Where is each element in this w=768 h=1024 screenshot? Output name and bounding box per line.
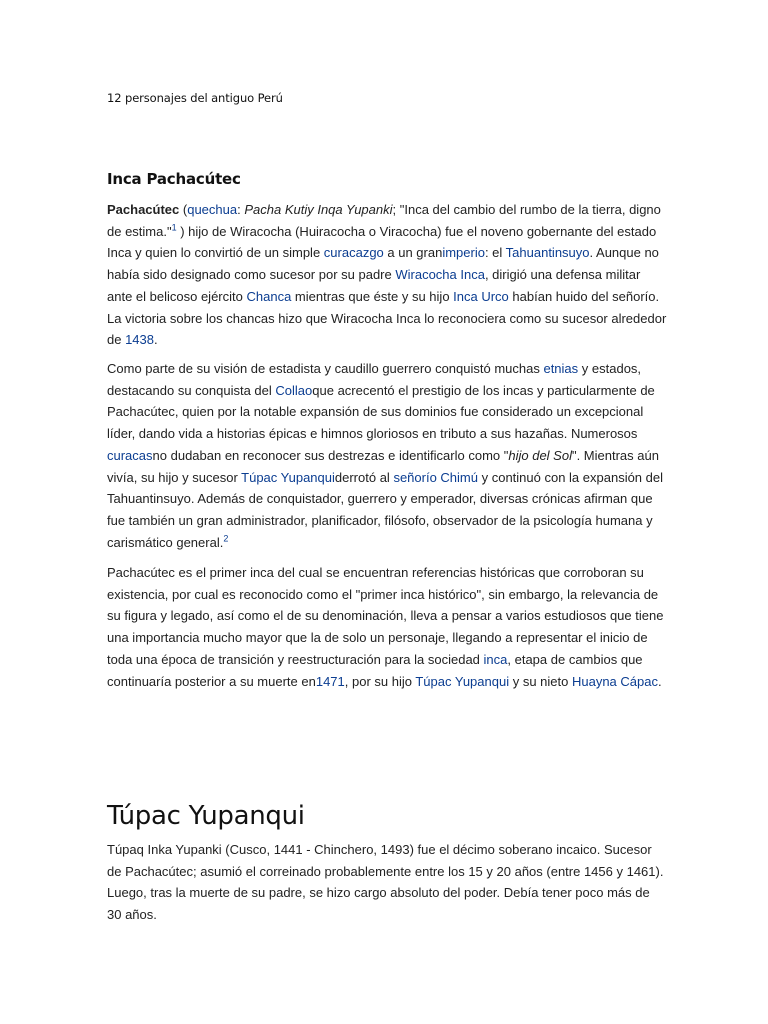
text-run: . Aunque no había sido designado como sucesor por su padre <box>107 245 659 283</box>
link-wiracocha-inca[interactable]: Wiracocha Inca <box>395 267 485 283</box>
link-quechua[interactable]: quechua <box>187 202 238 217</box>
document-title: 12 personajes del antiguo Perú <box>107 91 283 105</box>
text-run: , dirigió una defensa militar ante el belicoso ejército <box>107 267 641 304</box>
footnote-link-1[interactable]: 1 <box>171 222 177 233</box>
link-senorio-chimu[interactable]: señorío Chimú <box>393 469 478 485</box>
link-curacazgo[interactable]: curacazgo <box>323 245 384 261</box>
link-etnias[interactable]: etnias <box>543 361 579 376</box>
text-run: derrotó al <box>334 469 394 485</box>
text-run: a un gran <box>383 245 443 261</box>
text-run: : <box>237 202 245 217</box>
text-run: . <box>154 332 158 348</box>
paragraph-text: Túpaq Inka Yupanki (Cusco, 1441 - Chinchero, 1493) fue el décimo soberano incaico. Sucesor de Pachacútec; asumió el correinado probablemente entre los 15 y 20 años (entre 1456 y 1461). Luego, tras la muerte de su padre, se hizo cargo absoluto del poder. Debía tener poco más de 30 años. <box>107 842 664 923</box>
text-run: y estados, destacando su conquista del <box>107 361 642 398</box>
section-heading-tupac-yupanqui: Túpac Yupanqui <box>107 801 305 832</box>
text-run: que acrecentó el prestigio de los incas y particularmente de Pachacútec, quien por la notable expansión de sus dominios fue considerado un excepcional líder, dando vida a historias épicas e himnos gloriosos en tributo a sus hazañas. Numerosos <box>107 382 655 442</box>
text-run: ". Mientras aún vivía, su hijo y sucesor <box>107 447 659 485</box>
bold-name: Pachacútec <box>107 202 180 217</box>
footnote-link-2[interactable]: 2 <box>223 533 229 544</box>
text-run: ; "Inca del cambio del rumbo de la tierra, digno de estima." <box>107 202 661 239</box>
section-heading-pachacutec: Inca Pachacútec <box>107 170 241 189</box>
text-run: Pachacútec es el primer inca del cual se encuentran referencias históricas que corroboran su existencia, por cual es reconocido como el "primer inca histórico", sin embargo, la relevancia de su figura y legado, así como el de su denominación, lleva a pensar a varios estudiosos que tiene una importancia mucho mayor que la de solo un personaje, llegando a representar el inicio de toda una época de transición y reestructuración para la sociedad <box>107 565 664 667</box>
text-run: , etapa de cambios que continuaría posterior a su muerte en <box>107 651 643 689</box>
text-run: no dudaban en reconocer sus destrezas e identificarlo como " <box>152 447 509 463</box>
text-run: habían huido del señorío. La victoria sobre los chancas hizo que Wiracocha Inca lo reconociera como su sucesor alrededor de <box>107 288 667 348</box>
link-huayna-capac[interactable]: Huayna Cápac <box>571 673 658 689</box>
link-1438[interactable]: 1438 <box>125 332 154 348</box>
text-run: y su nieto <box>509 673 572 689</box>
text-run: mientras que éste y su hijo <box>291 288 454 304</box>
paragraph-tupac-intro <box>107 839 667 932</box>
italic-hijo-del-sol: hijo del Sol <box>508 447 572 463</box>
paragraph-pachacutec-intro <box>107 199 667 357</box>
italic-name: Pacha Kutiy Inqa Yupanki <box>244 202 393 217</box>
text-run: ( <box>179 202 188 217</box>
text-run: ) hijo de Wiracocha (Huiracocha o Viracocha) fue el noveno gobernante del estado Inca y quien lo convirtió de un simple <box>107 223 657 261</box>
text-run: . <box>657 673 662 689</box>
link-tupac-yupanqui[interactable]: Túpac Yupanqui <box>241 469 335 485</box>
link-1471[interactable]: 1471 <box>315 673 345 689</box>
paragraph-pachacutec-conquests <box>107 358 667 559</box>
link-inca-urco[interactable]: Inca Urco <box>453 288 509 304</box>
text-run: , por su hijo <box>344 673 416 689</box>
link-tahuantinsuyo[interactable]: Tahuantinsuyo <box>505 245 590 261</box>
link-collao[interactable]: Collao <box>275 382 313 398</box>
text-run: y continuó con la expansión del Tahuantinsuyo. Además de conquistador, guerrero y emperador, diversas crónicas afirman que fue también un gran administrador, planificador, filósofo, observador de la psicología humana y carismático general. <box>107 469 663 550</box>
link-curacas[interactable]: curacas <box>107 447 153 463</box>
link-inca[interactable]: inca <box>483 651 508 667</box>
paragraph-pachacutec-legacy <box>107 562 667 698</box>
link-imperio[interactable]: imperio <box>442 245 485 261</box>
link-tupac-yupanqui-2[interactable]: Túpac Yupanqui <box>415 673 510 689</box>
text-run: : el <box>484 245 506 261</box>
link-chanca[interactable]: Chanca <box>246 288 292 304</box>
text-run: Como parte de su visión de estadista y caudillo guerrero conquistó muchas <box>107 361 544 376</box>
